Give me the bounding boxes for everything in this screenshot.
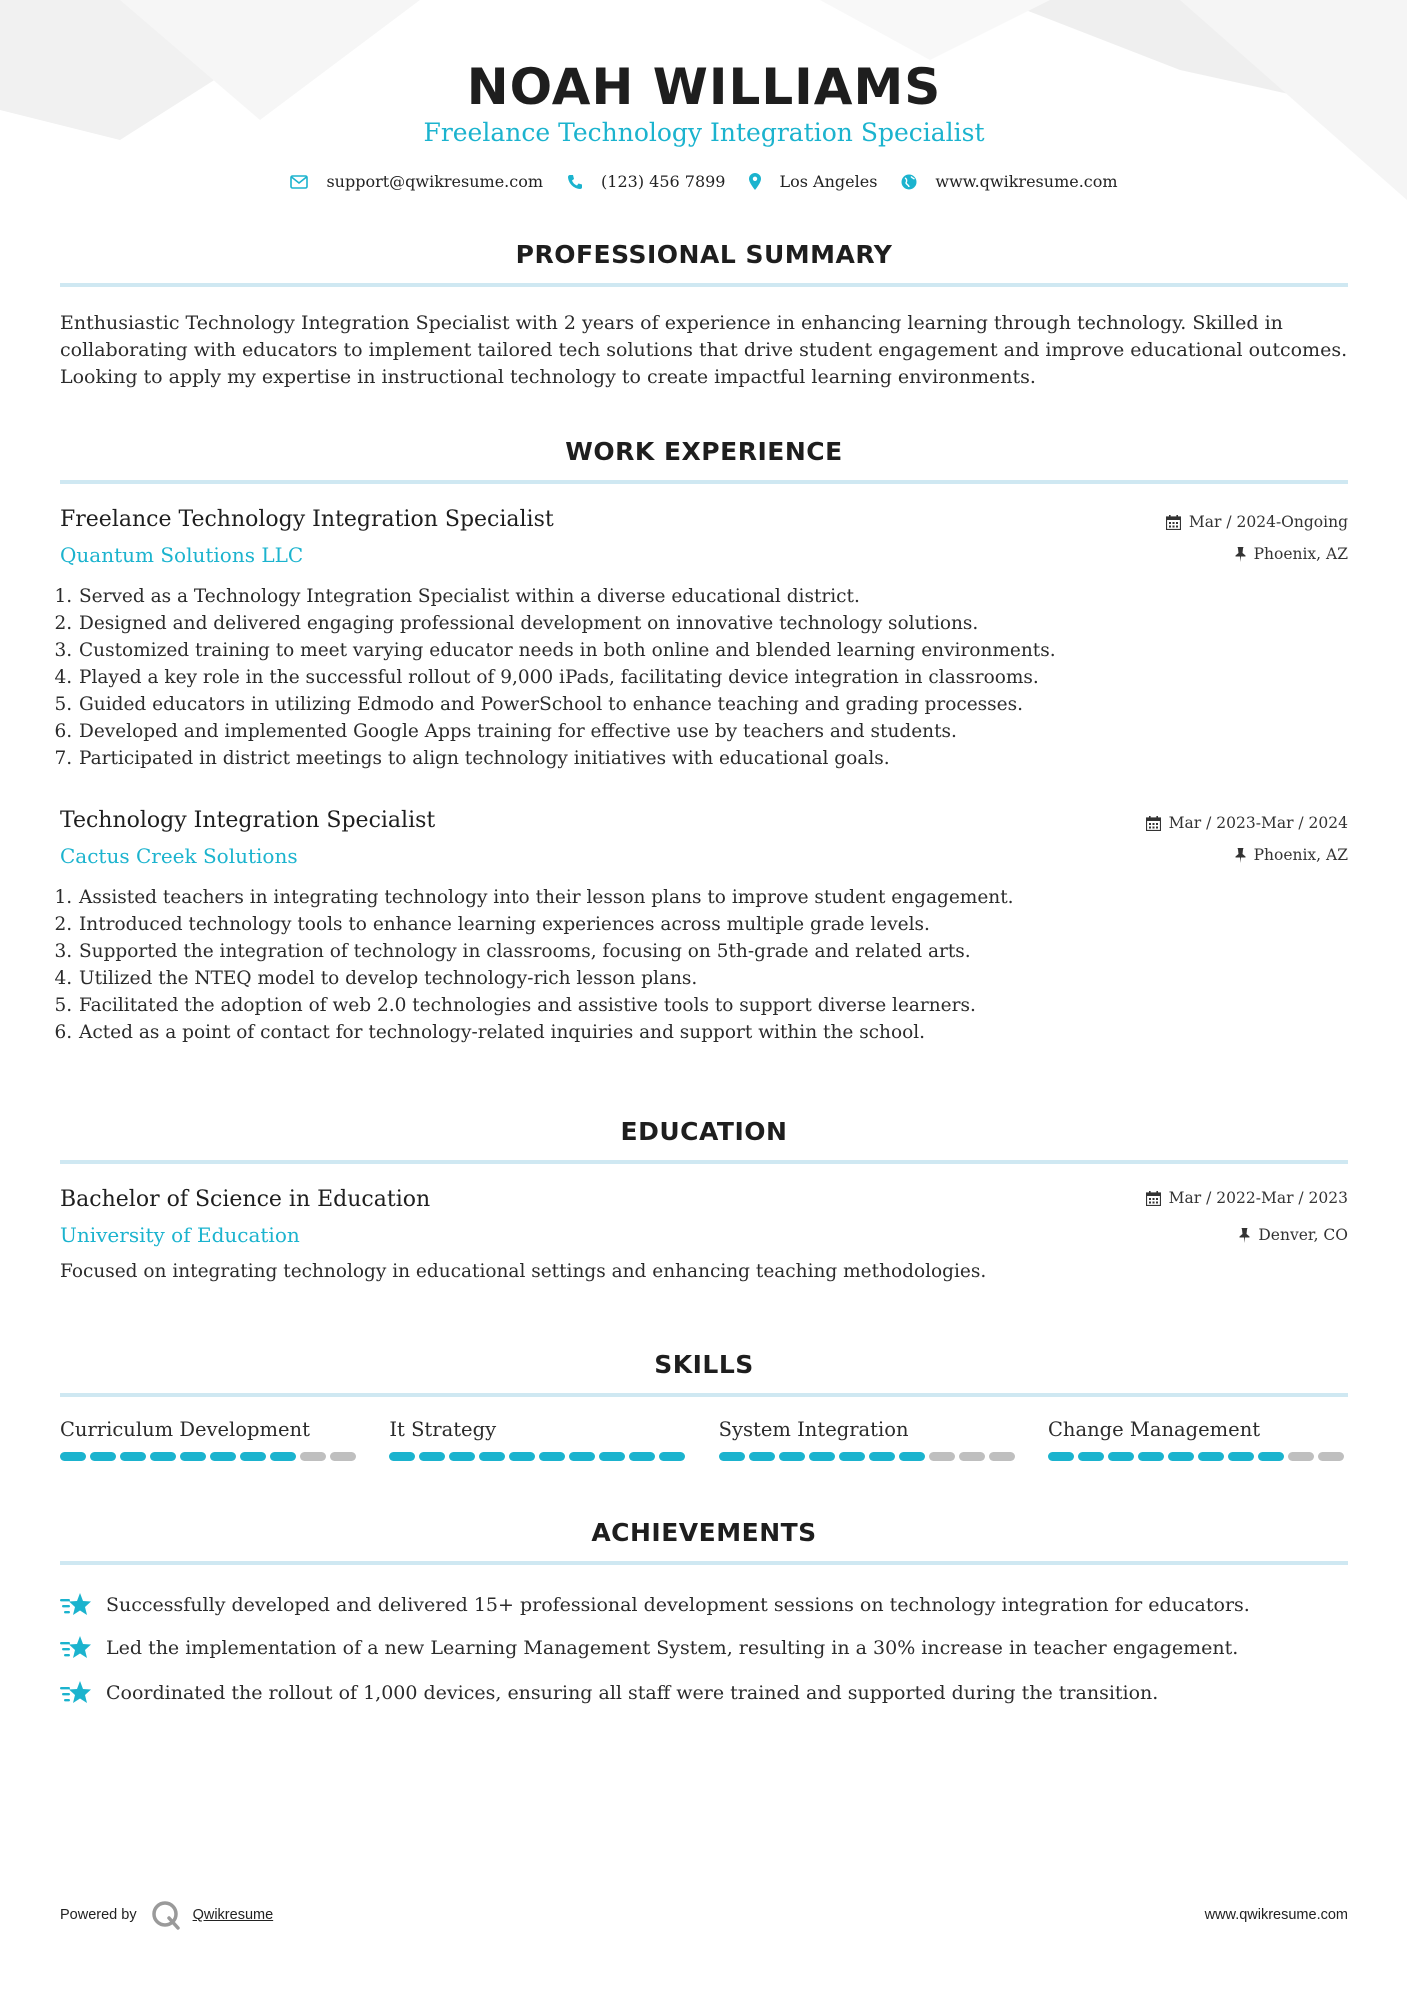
contact-location (749, 172, 877, 191)
job-location (1235, 545, 1348, 563)
job-bullet: 6. Developed and implemented Google Apps training for effective use by teachers and students. (78, 718, 1056, 745)
star-icon (60, 1590, 94, 1620)
footer-powered-by (60, 1900, 273, 1930)
section-title-education: EDUCATION (620, 1117, 788, 1146)
pushpin-icon (1239, 1228, 1250, 1243)
section-divider (60, 1160, 1348, 1164)
skill-level-segment-empty (929, 1452, 955, 1461)
qwikresume-link[interactable]: Qwikresume (192, 1907, 274, 1923)
job-bullet: 1. Assisted teachers in integrating technology into their lesson plans to improve student engagement. (78, 884, 1014, 911)
skill-level-segment-empty (959, 1452, 985, 1461)
job-date-text: Mar / 2024-Ongoing (1188, 513, 1348, 531)
job-bullet: 4. Utilized the NTEQ model to develop technology-rich lesson plans. (78, 965, 1014, 992)
skill-level-segment-filled (779, 1452, 805, 1461)
section-title-experience: WORK EXPERIENCE (565, 437, 843, 466)
email-text: support@qwikresume.com (326, 172, 544, 191)
calendar-icon (1166, 515, 1181, 530)
job-bullet: 1. Served as a Technology Integration Specialist within a diverse educational district. (78, 583, 1056, 610)
job-date (1146, 814, 1348, 832)
skill-level-bar (60, 1452, 360, 1461)
education-date (1146, 1189, 1348, 1207)
skill-level-segment-filled (539, 1452, 565, 1461)
job-bullet: 4. Played a key role in the successful rollout of 9,000 iPads, facilitating device integration in classrooms. (78, 664, 1056, 691)
job-location-text: Phoenix, AZ (1253, 545, 1348, 563)
education-date-text: Mar / 2022-Mar / 2023 (1168, 1189, 1348, 1207)
skill-level-bar (1048, 1452, 1348, 1461)
skill-level-segment-filled (719, 1452, 745, 1461)
job-date-text: Mar / 2023-Mar / 2024 (1168, 814, 1348, 832)
achievement-text: Successfully developed and delivered 15+ professional development sessions on technology integration for educators. (106, 1594, 1250, 1616)
job-bullet: 3. Customized training to meet varying educator needs in both online and blended learning environments. (78, 637, 1056, 664)
job-title: Freelance Technology Integration Specialist (60, 507, 554, 532)
skill-level-segment-filled (389, 1452, 415, 1461)
skill-level-segment-filled (1078, 1452, 1104, 1461)
star-icon (60, 1678, 94, 1708)
education-degree: Bachelor of Science in Education (60, 1187, 431, 1212)
pushpin-icon (1235, 547, 1246, 562)
skill-level-segment-empty (1318, 1452, 1344, 1461)
section-title-summary: PROFESSIONAL SUMMARY (515, 240, 893, 269)
calendar-icon (1146, 816, 1161, 831)
skill-level-bar (389, 1452, 689, 1461)
skill-level-segment-filled (809, 1452, 835, 1461)
skills-list (60, 1418, 1348, 1461)
powered-by-label: Powered by (60, 1907, 137, 1923)
achievement-item (60, 1678, 1348, 1708)
star-icon (60, 1633, 94, 1663)
skill-level-segment-empty (1288, 1452, 1314, 1461)
job-bullet: 3. Supported the integration of technology in classrooms, focusing on 5th-grade and related arts. (78, 938, 1014, 965)
skill-level-segment-filled (1138, 1452, 1164, 1461)
skill-name: Curriculum Development (60, 1418, 310, 1441)
skill-level-segment-filled (569, 1452, 595, 1461)
skill-level-segment-filled (899, 1452, 925, 1461)
section-divider (60, 480, 1348, 484)
job-title: Technology Integration Specialist (60, 808, 436, 833)
skill-level-segment-filled (659, 1452, 685, 1461)
job-company: Quantum Solutions LLC (60, 543, 304, 567)
skill-level-segment-filled (839, 1452, 865, 1461)
qwikresume-logo-icon (151, 1900, 181, 1930)
contact-website[interactable] (901, 172, 1117, 191)
contact-bar (60, 172, 1348, 191)
job-location-text: Phoenix, AZ (1253, 846, 1348, 864)
skill-level-segment-filled (120, 1452, 146, 1461)
section-divider (60, 283, 1348, 287)
job-bullet: 7. Participated in district meetings to align technology initiatives with educational goals. (78, 745, 1056, 772)
job-date (1166, 513, 1348, 531)
education-location-text: Denver, CO (1258, 1226, 1348, 1244)
section-divider (60, 1393, 1348, 1397)
job-bullet: 2. Designed and delivered engaging professional development on innovative technology solutions. (78, 610, 1056, 637)
skill-level-segment-filled (509, 1452, 535, 1461)
globe-icon (901, 174, 917, 190)
skill-name: System Integration (718, 1418, 909, 1441)
skill-level-segment-filled (1198, 1452, 1224, 1461)
skill-level-segment-filled (1168, 1452, 1194, 1461)
skill-level-segment-filled (749, 1452, 775, 1461)
footer-website[interactable]: www.qwikresume.com (1204, 1907, 1348, 1923)
job-bullet: 5. Guided educators in utilizing Edmodo and PowerSchool to enhance teaching and grading processes. (78, 691, 1056, 718)
contact-email[interactable] (290, 172, 543, 191)
section-divider (60, 1561, 1348, 1565)
candidate-name: NOAH WILLIAMS (466, 58, 942, 116)
phone-icon (567, 174, 583, 190)
job-bullet-list (60, 583, 1056, 772)
skill-level-segment-filled (1048, 1452, 1074, 1461)
skill-level-segment-filled (599, 1452, 625, 1461)
location-text: Los Angeles (779, 172, 878, 191)
job-company: Cactus Creek Solutions (60, 844, 298, 868)
section-title-achievements: ACHIEVEMENTS (591, 1518, 817, 1547)
education-description: Focused on integrating technology in educational settings and enhancing teaching methodologies. (60, 1261, 987, 1282)
section-title-skills: SKILLS (654, 1350, 754, 1379)
achievement-item (60, 1590, 1348, 1620)
skill-item (719, 1418, 1019, 1461)
skill-level-segment-filled (90, 1452, 116, 1461)
skill-level-segment-filled (1258, 1452, 1284, 1461)
job-bullet: 2. Introduced technology tools to enhance learning experiences across multiple grade levels. (78, 911, 1014, 938)
skill-level-segment-filled (180, 1452, 206, 1461)
skill-level-segment-filled (1108, 1452, 1134, 1461)
job-location (1235, 846, 1348, 864)
skill-level-segment-filled (419, 1452, 445, 1461)
skill-level-segment-filled (869, 1452, 895, 1461)
education-location (1239, 1226, 1348, 1244)
skill-level-segment-filled (150, 1452, 176, 1461)
map-pin-icon (749, 173, 761, 190)
skill-level-segment-filled (479, 1452, 505, 1461)
envelope-icon (290, 175, 308, 189)
skill-name: It Strategy (389, 1418, 497, 1441)
achievement-item (60, 1633, 1348, 1663)
skill-level-segment-empty (300, 1452, 326, 1461)
skill-level-bar (719, 1452, 1019, 1461)
skill-level-segment-empty (330, 1452, 356, 1461)
skill-name: Change Management (1047, 1418, 1261, 1441)
job-bullet: 6. Acted as a point of contact for technology-related inquiries and support within the school. (78, 1019, 1014, 1046)
skill-level-segment-filled (210, 1452, 236, 1461)
summary-text: Enthusiastic Technology Integration Specialist with 2 years of experience in enhancing learning through technology. Skilled in collaborating with educators to implement tailored tech solutions that drive student engagement and improve educational outcomes. Looking to apply my expertise in instructional technology to create impactful learning environments. (60, 312, 1348, 388)
skill-level-segment-filled (60, 1452, 86, 1461)
website-text: www.qwikresume.com (935, 172, 1118, 191)
skill-item (389, 1418, 689, 1461)
achievement-text: Coordinated the rollout of 1,000 devices, ensuring all staff were trained and supported during the transition. (106, 1682, 1159, 1704)
skill-level-segment-filled (1228, 1452, 1254, 1461)
job-bullet-list (60, 884, 1014, 1046)
skill-level-segment-filled (449, 1452, 475, 1461)
skill-level-segment-empty (989, 1452, 1015, 1461)
skill-item (60, 1418, 360, 1461)
education-school: University of Education (60, 1223, 300, 1247)
phone-text: (123) 456 7899 (601, 172, 726, 191)
job-bullet: 5. Facilitated the adoption of web 2.0 technologies and assistive tools to support diverse learners. (78, 992, 1014, 1019)
calendar-icon (1146, 1191, 1161, 1206)
pushpin-icon (1235, 848, 1246, 863)
candidate-title: Freelance Technology Integration Specialist (423, 118, 985, 147)
achievement-text: Led the implementation of a new Learning Management System, resulting in a 30% increase in teacher engagement. (106, 1637, 1239, 1659)
skill-level-segment-filled (270, 1452, 296, 1461)
skill-level-segment-filled (240, 1452, 266, 1461)
skill-item (1048, 1418, 1348, 1461)
skill-level-segment-filled (629, 1452, 655, 1461)
contact-phone[interactable] (567, 172, 725, 191)
